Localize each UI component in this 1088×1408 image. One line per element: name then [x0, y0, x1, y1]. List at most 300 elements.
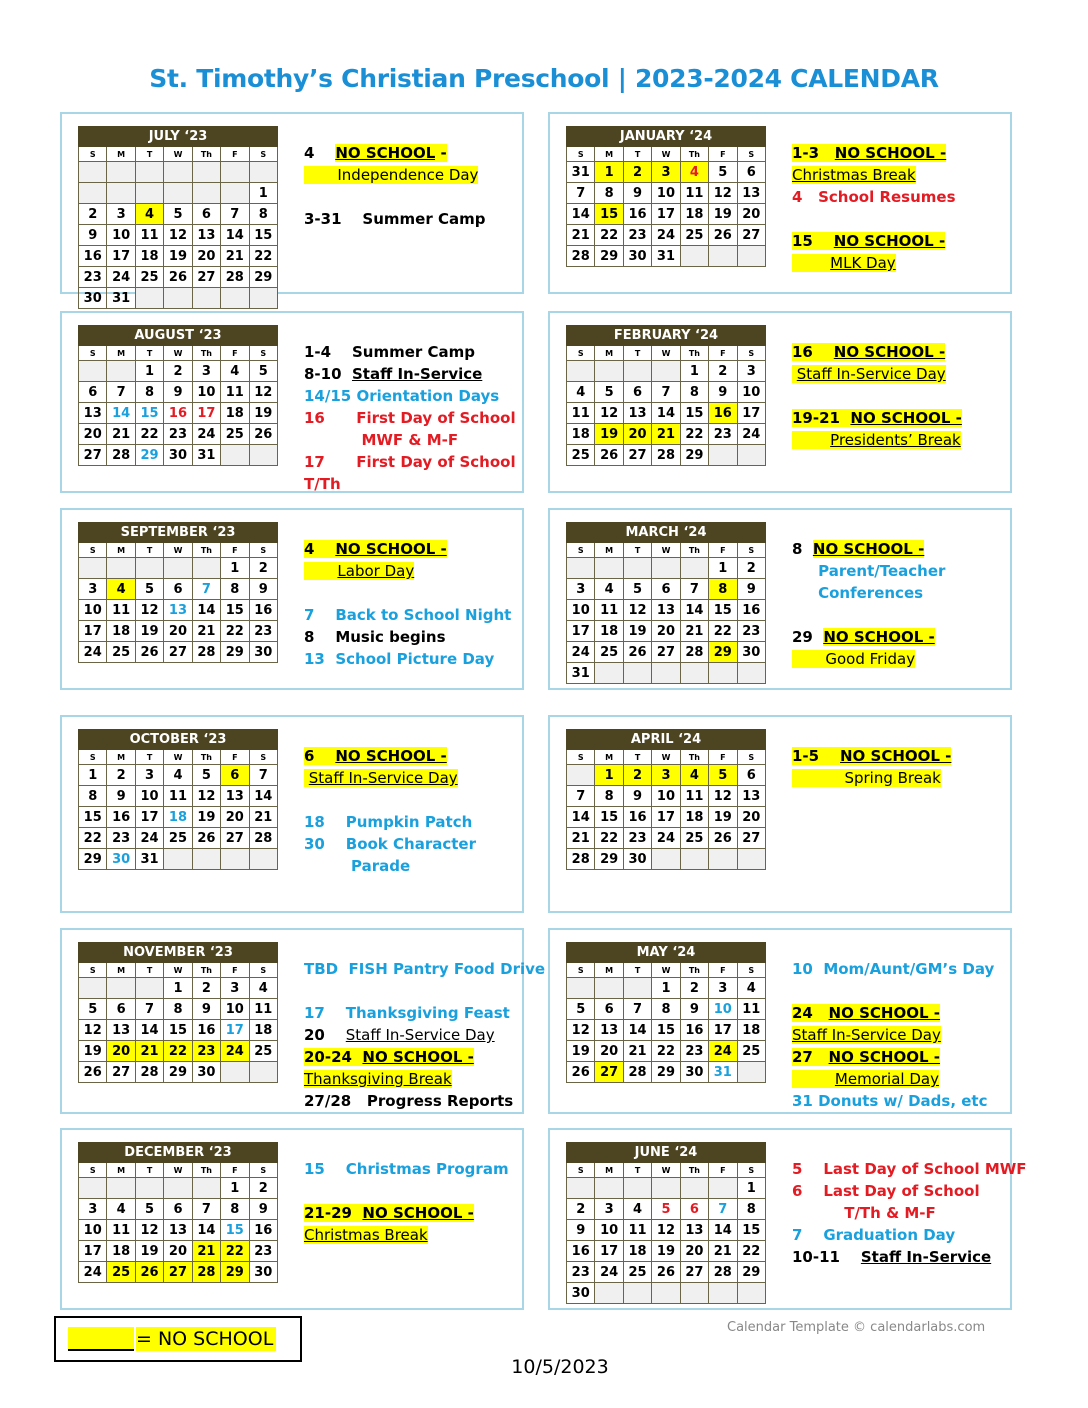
- month-name: DECEMBER ‘23: [79, 1143, 278, 1163]
- event-text: NO SCHOOL -: [823, 628, 935, 646]
- weekday-header: M: [595, 147, 623, 162]
- event-line: [304, 582, 519, 604]
- day-cell: [221, 849, 249, 870]
- day-cell: 30: [164, 445, 192, 466]
- day-cell: 4: [249, 978, 277, 999]
- event-line: [792, 1024, 1007, 1046]
- event-text: Staff In-Service: [860, 1248, 992, 1266]
- day-cell: 18: [135, 246, 163, 267]
- day-cell: [567, 558, 595, 579]
- day-cell: 28: [249, 828, 277, 849]
- day-cell: 20: [595, 1041, 623, 1062]
- week-row: [567, 162, 766, 183]
- event-line: [304, 1158, 519, 1180]
- day-cell: 17: [652, 807, 680, 828]
- event-line: [304, 363, 519, 385]
- event-line: [792, 1090, 1007, 1112]
- day-cell: 17: [221, 1020, 249, 1041]
- day-cell: 8: [680, 382, 708, 403]
- event-line: [304, 1002, 519, 1024]
- day-cell: 9: [164, 382, 192, 403]
- day-cell: 29: [652, 1062, 680, 1083]
- event-text: 8-10: [304, 365, 352, 383]
- day-cell: 28: [192, 1262, 220, 1283]
- event-text: NO SCHOOL -: [833, 232, 946, 250]
- day-cell: 24: [135, 828, 163, 849]
- weekday-header: T: [135, 963, 163, 978]
- day-cell: [709, 1283, 737, 1304]
- day-cell: 1: [652, 978, 680, 999]
- day-cell: 19: [709, 807, 737, 828]
- day-cell: 29: [595, 246, 623, 267]
- day-cell: 21: [249, 807, 277, 828]
- day-cell: 15: [221, 600, 249, 621]
- event-text: Christmas Break: [792, 166, 916, 184]
- day-cell: 15: [737, 1220, 765, 1241]
- month-panel: [548, 112, 1012, 294]
- event-line: [792, 1180, 1007, 1202]
- day-cell: 26: [595, 445, 623, 466]
- day-cell: 10: [135, 786, 163, 807]
- week-row: [79, 849, 278, 870]
- day-cell: 4: [567, 382, 595, 403]
- day-cell: 12: [567, 1020, 595, 1041]
- event-text: MWF & M-F: [304, 431, 459, 449]
- day-cell: [164, 183, 192, 204]
- day-cell: 30: [623, 849, 651, 870]
- day-cell: 10: [221, 999, 249, 1020]
- day-cell: 16: [249, 600, 277, 621]
- day-cell: 29: [737, 1262, 765, 1283]
- event-text: Memorial Day: [834, 1070, 939, 1088]
- day-cell: [107, 162, 135, 183]
- week-row: [567, 978, 766, 999]
- day-cell: 14: [249, 786, 277, 807]
- day-cell: 3: [79, 1199, 107, 1220]
- day-cell: [249, 849, 277, 870]
- weekday-header: Th: [680, 750, 708, 765]
- event-text: 29: [792, 628, 824, 646]
- day-cell: 30: [623, 246, 651, 267]
- weekday-header: Th: [192, 543, 220, 558]
- week-row: [79, 225, 278, 246]
- day-cell: [164, 1178, 192, 1199]
- day-cell: 1: [680, 361, 708, 382]
- day-cell: 7: [221, 204, 249, 225]
- day-cell: 2: [249, 1178, 277, 1199]
- event-text: Good Friday: [792, 650, 916, 668]
- day-cell: 25: [107, 642, 135, 663]
- day-cell: 4: [135, 204, 163, 225]
- day-cell: 27: [737, 225, 765, 246]
- day-cell: [107, 558, 135, 579]
- weekday-header: W: [652, 750, 680, 765]
- event-line: [792, 767, 1007, 789]
- day-cell: 8: [737, 1199, 765, 1220]
- event-line: [304, 1068, 519, 1090]
- week-row: [79, 246, 278, 267]
- day-cell: 27: [79, 445, 107, 466]
- weekday-header: F: [709, 346, 737, 361]
- day-cell: 10: [79, 600, 107, 621]
- day-cell: [107, 183, 135, 204]
- week-row: [567, 579, 766, 600]
- day-cell: 1: [221, 1178, 249, 1199]
- event-text: 17 First Day of School: [304, 453, 516, 471]
- week-row: [79, 445, 278, 466]
- day-cell: 18: [623, 1241, 651, 1262]
- weekday-header: M: [595, 543, 623, 558]
- day-cell: [680, 663, 708, 684]
- day-cell: 16: [107, 807, 135, 828]
- event-text: 16: [792, 343, 834, 361]
- day-cell: 15: [709, 600, 737, 621]
- day-cell: 2: [249, 558, 277, 579]
- week-row: [567, 828, 766, 849]
- day-cell: 24: [709, 1041, 737, 1062]
- day-cell: 15: [595, 204, 623, 225]
- day-cell: 12: [135, 600, 163, 621]
- event-text: 4: [304, 144, 336, 162]
- weekday-header: M: [595, 1163, 623, 1178]
- month-calendar: [78, 325, 278, 466]
- month-name: JULY ‘23: [79, 127, 278, 147]
- weekday-header: S: [567, 963, 595, 978]
- event-text: 27: [792, 1048, 829, 1066]
- day-cell: 25: [680, 828, 708, 849]
- day-cell: 29: [79, 849, 107, 870]
- day-cell: 3: [652, 162, 680, 183]
- weekday-header: S: [79, 1163, 107, 1178]
- day-cell: 7: [192, 1199, 220, 1220]
- day-cell: 2: [192, 978, 220, 999]
- event-line: [304, 626, 519, 648]
- day-cell: 5: [135, 1199, 163, 1220]
- day-cell: 10: [79, 1220, 107, 1241]
- day-cell: [680, 1283, 708, 1304]
- day-cell: 1: [595, 162, 623, 183]
- event-line: [792, 1246, 1007, 1268]
- month-panel: [60, 715, 524, 913]
- day-cell: 2: [680, 978, 708, 999]
- week-row: [567, 382, 766, 403]
- day-cell: 20: [623, 424, 651, 445]
- week-row: [79, 558, 278, 579]
- weekday-header: F: [709, 1163, 737, 1178]
- weekday-header: T: [623, 346, 651, 361]
- week-row: [567, 621, 766, 642]
- day-cell: 3: [652, 765, 680, 786]
- event-text: Staff In-Service Day: [796, 365, 946, 383]
- week-row: [567, 225, 766, 246]
- day-cell: 20: [652, 621, 680, 642]
- event-text: NO SCHOOL -: [362, 1048, 474, 1066]
- month-events: [792, 1158, 1027, 1268]
- day-cell: 10: [737, 382, 765, 403]
- week-row: [567, 849, 766, 870]
- event-text: NO SCHOOL -: [834, 144, 947, 162]
- day-cell: 16: [164, 403, 192, 424]
- day-cell: 14: [567, 204, 595, 225]
- day-cell: 14: [623, 1020, 651, 1041]
- day-cell: 23: [567, 1262, 595, 1283]
- month-calendar: [566, 942, 766, 1083]
- day-cell: 2: [107, 765, 135, 786]
- event-line: [304, 186, 519, 208]
- weekday-header: S: [79, 346, 107, 361]
- day-cell: [135, 978, 163, 999]
- event-line: [792, 429, 1007, 451]
- event-text: 30 Book Character: [304, 835, 476, 853]
- day-cell: 13: [737, 786, 765, 807]
- day-cell: 13: [595, 1020, 623, 1041]
- event-text: 31 Donuts w/ Dads, etc: [792, 1092, 988, 1110]
- day-cell: 5: [595, 382, 623, 403]
- event-text: [792, 982, 797, 1000]
- event-line: [792, 1068, 1007, 1090]
- day-cell: 28: [652, 445, 680, 466]
- week-row: [567, 807, 766, 828]
- day-cell: 22: [135, 424, 163, 445]
- week-row: [567, 600, 766, 621]
- day-cell: [652, 558, 680, 579]
- weekday-header: F: [221, 346, 249, 361]
- day-cell: 15: [595, 807, 623, 828]
- week-row: [79, 642, 278, 663]
- day-cell: [192, 288, 220, 309]
- day-cell: 17: [737, 403, 765, 424]
- event-text: 13 School Picture Day: [304, 650, 495, 668]
- day-cell: 6: [221, 765, 249, 786]
- month-events: [304, 958, 546, 1112]
- day-cell: 30: [567, 1283, 595, 1304]
- day-cell: 16: [709, 403, 737, 424]
- day-cell: [595, 978, 623, 999]
- day-cell: [737, 849, 765, 870]
- event-line: [304, 538, 519, 560]
- week-row: [567, 786, 766, 807]
- event-text: Staff In-Service Day: [345, 1026, 495, 1044]
- day-cell: 21: [221, 246, 249, 267]
- day-cell: 14: [567, 807, 595, 828]
- day-cell: 16: [192, 1020, 220, 1041]
- day-cell: 25: [107, 1262, 135, 1283]
- event-text: [304, 982, 309, 1000]
- weekday-header: S: [737, 750, 765, 765]
- day-cell: 4: [680, 162, 708, 183]
- day-cell: 2: [567, 1199, 595, 1220]
- event-text: 10 Mom/Aunt/GM’s Day: [792, 960, 995, 978]
- weekday-header: W: [164, 543, 192, 558]
- day-cell: 13: [107, 1020, 135, 1041]
- weekday-header: S: [737, 1163, 765, 1178]
- week-row: [79, 288, 278, 309]
- day-cell: 24: [221, 1041, 249, 1062]
- event-line: [792, 626, 1007, 648]
- event-text: 14/15 Orientation Days: [304, 387, 500, 405]
- day-cell: 11: [164, 786, 192, 807]
- day-cell: 6: [164, 1199, 192, 1220]
- month-calendar: [566, 522, 766, 684]
- day-cell: 9: [567, 1220, 595, 1241]
- day-cell: 9: [79, 225, 107, 246]
- week-row: [567, 445, 766, 466]
- weekday-header: W: [164, 346, 192, 361]
- event-text: MLK Day: [830, 254, 896, 272]
- month-name: SEPTEMBER ‘23: [79, 523, 278, 543]
- weekday-header: W: [652, 1163, 680, 1178]
- weekday-header: F: [221, 1163, 249, 1178]
- weekday-header: Th: [680, 147, 708, 162]
- week-row: [567, 1062, 766, 1083]
- day-cell: 14: [709, 1220, 737, 1241]
- day-cell: 26: [652, 1262, 680, 1283]
- weekday-header: T: [623, 963, 651, 978]
- weekday-header: F: [221, 750, 249, 765]
- day-cell: [249, 288, 277, 309]
- day-cell: 14: [107, 403, 135, 424]
- day-cell: [192, 162, 220, 183]
- month-calendar: [566, 325, 766, 466]
- event-text: Labor Day: [337, 562, 415, 580]
- event-text: 27/28 Progress Reports: [304, 1092, 514, 1110]
- event-text: 1-5: [792, 747, 840, 765]
- week-row: [567, 642, 766, 663]
- event-text: NO SCHOOL -: [812, 540, 925, 558]
- day-cell: 17: [567, 621, 595, 642]
- event-text: Christmas Break: [304, 1226, 428, 1244]
- day-cell: 28: [107, 445, 135, 466]
- day-cell: 19: [164, 246, 192, 267]
- week-row: [79, 999, 278, 1020]
- day-cell: 11: [221, 382, 249, 403]
- day-cell: 19: [79, 1041, 107, 1062]
- day-cell: 11: [737, 999, 765, 1020]
- weekday-header: S: [249, 346, 277, 361]
- event-line: [792, 582, 1007, 604]
- day-cell: 25: [595, 642, 623, 663]
- day-cell: 19: [567, 1041, 595, 1062]
- weekday-header: F: [221, 543, 249, 558]
- week-row: [79, 403, 278, 424]
- day-cell: 28: [567, 849, 595, 870]
- weekday-header: S: [567, 346, 595, 361]
- day-cell: 16: [680, 1020, 708, 1041]
- week-row: [567, 204, 766, 225]
- day-cell: [164, 849, 192, 870]
- day-cell: 24: [567, 642, 595, 663]
- weekday-header: Th: [680, 346, 708, 361]
- day-cell: 7: [107, 382, 135, 403]
- weekday-header: W: [164, 963, 192, 978]
- day-cell: 11: [567, 403, 595, 424]
- week-row: [79, 978, 278, 999]
- day-cell: 6: [192, 204, 220, 225]
- day-cell: 21: [567, 225, 595, 246]
- event-line: [304, 164, 519, 186]
- day-cell: [79, 183, 107, 204]
- weekday-header: M: [595, 963, 623, 978]
- event-text: 6: [304, 747, 336, 765]
- day-cell: 27: [107, 1062, 135, 1083]
- day-cell: 18: [107, 621, 135, 642]
- day-cell: 9: [709, 382, 737, 403]
- day-cell: 10: [567, 600, 595, 621]
- day-cell: 15: [135, 403, 163, 424]
- day-cell: [623, 978, 651, 999]
- day-cell: 6: [164, 579, 192, 600]
- day-cell: 18: [595, 621, 623, 642]
- day-cell: [652, 1283, 680, 1304]
- weekday-header: M: [595, 346, 623, 361]
- day-cell: [595, 663, 623, 684]
- day-cell: 25: [623, 1262, 651, 1283]
- day-cell: 3: [221, 978, 249, 999]
- event-text: 19-21: [792, 409, 851, 427]
- day-cell: 5: [652, 1199, 680, 1220]
- day-cell: 29: [595, 849, 623, 870]
- day-cell: 18: [680, 807, 708, 828]
- event-line: [304, 1090, 519, 1112]
- day-cell: 20: [79, 424, 107, 445]
- day-cell: 21: [652, 424, 680, 445]
- day-cell: 2: [623, 162, 651, 183]
- day-cell: [652, 361, 680, 382]
- day-cell: 12: [249, 382, 277, 403]
- week-row: [79, 1241, 278, 1262]
- day-cell: 23: [623, 828, 651, 849]
- week-row: [567, 403, 766, 424]
- day-cell: 11: [135, 225, 163, 246]
- template-credit: Calendar Template © calendarlabs.com: [727, 1320, 986, 1335]
- day-cell: [709, 849, 737, 870]
- weekday-header: W: [652, 346, 680, 361]
- day-cell: 9: [249, 579, 277, 600]
- day-cell: [221, 445, 249, 466]
- day-cell: 26: [709, 828, 737, 849]
- day-cell: 3: [192, 361, 220, 382]
- event-line: [304, 958, 546, 980]
- event-text: [792, 210, 797, 228]
- day-cell: 9: [249, 1199, 277, 1220]
- day-cell: 19: [595, 424, 623, 445]
- day-cell: 17: [79, 621, 107, 642]
- month-name: FEBRUARY ‘24: [567, 326, 766, 346]
- weekday-header: T: [623, 1163, 651, 1178]
- day-cell: [737, 663, 765, 684]
- week-row: [567, 1241, 766, 1262]
- event-text: Staff In-Service: [351, 365, 483, 383]
- day-cell: 5: [709, 162, 737, 183]
- day-cell: 6: [737, 162, 765, 183]
- event-text: NO SCHOOL -: [335, 540, 447, 558]
- day-cell: 28: [221, 267, 249, 288]
- event-line: [304, 789, 519, 811]
- month-events: [792, 341, 1007, 451]
- weekday-header: S: [249, 1163, 277, 1178]
- week-row: [567, 1283, 766, 1304]
- day-cell: 13: [79, 403, 107, 424]
- weekday-header: S: [737, 346, 765, 361]
- month-panel: [548, 508, 1012, 690]
- day-cell: 24: [595, 1262, 623, 1283]
- event-line: [792, 560, 1007, 582]
- month-calendar: [78, 1142, 278, 1283]
- day-cell: 15: [680, 403, 708, 424]
- day-cell: 13: [680, 1220, 708, 1241]
- day-cell: 8: [164, 999, 192, 1020]
- event-line: [792, 385, 1007, 407]
